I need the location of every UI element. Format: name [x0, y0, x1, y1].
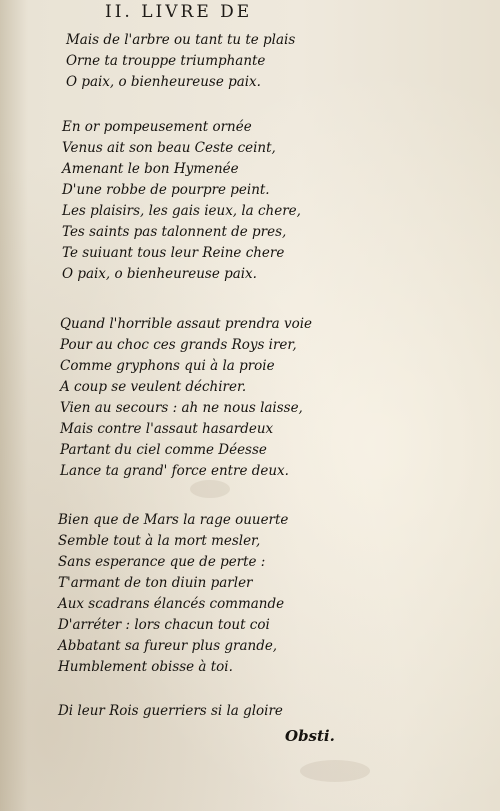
verse-line: Quand l'horrible assaut prendra voie: [60, 316, 312, 332]
verse-line: Di leur Rois guerriers si la gloire: [58, 703, 283, 719]
verse-line: Semble tout à la mort mesler,: [58, 533, 261, 549]
verse-line: Te suiuant tous leur Reine chere: [62, 245, 285, 261]
verse-line: Mais contre l'assaut hasardeux: [60, 421, 274, 437]
verse-line: Orne ta trouppe triumphante: [66, 53, 266, 69]
verse-line: Bien que de Mars la rage ouuerte: [58, 512, 289, 528]
verse-line: Lance ta grand' force entre deux.: [60, 463, 289, 479]
catchword: Obsti.: [285, 727, 335, 745]
verse-line: T'armant de ton diuin parler: [58, 575, 253, 591]
stanza-3: [60, 314, 312, 482]
verse-line: A coup se veulent déchirer.: [60, 379, 247, 395]
verse-line: Aux scadrans élancés commande: [58, 596, 285, 612]
stanza-1: [66, 30, 295, 93]
verse-line: Tes saints pas talonnent de pres,: [62, 224, 287, 240]
verse-line: Les plaisirs, les gais ieux, la chere,: [62, 203, 301, 219]
verse-line: Comme gryphons qui à la proie: [60, 358, 275, 374]
verse-line: Vien au secours : ah ne nous laisse,: [60, 400, 303, 416]
verse-line: Sans esperance que de perte :: [58, 554, 266, 570]
verse-line: Amenant le bon Hymenée: [62, 161, 239, 177]
verse-line: O paix, o bienheureuse paix.: [66, 74, 261, 90]
stanza-5: [58, 701, 283, 722]
verse-line: Pour au choc ces grands Roys irer,: [60, 337, 297, 353]
paper-stain: [190, 480, 230, 498]
verse-line: Humblement obisse à toi.: [58, 659, 233, 675]
verse-line: Venus ait son beau Ceste ceint,: [62, 140, 276, 156]
verse-line: D'arréter : lors chacun tout coi: [58, 617, 270, 633]
verse-line: Mais de l'arbre ou tant tu te plais: [66, 32, 296, 48]
verse-line: En or pompeusement ornée: [62, 119, 252, 135]
paper-stain: [300, 760, 370, 782]
stanza-4: [58, 510, 288, 678]
verse-line: Partant du ciel comme Déesse: [60, 442, 267, 458]
stanza-2: [62, 117, 301, 285]
running-head: II. LIVRE DE: [105, 2, 253, 22]
verse-line: D'une robbe de pourpre peint.: [62, 182, 270, 198]
verse-line: O paix, o bienheureuse paix.: [62, 266, 257, 282]
verse-line: Abbatant sa fureur plus grande,: [58, 638, 278, 654]
